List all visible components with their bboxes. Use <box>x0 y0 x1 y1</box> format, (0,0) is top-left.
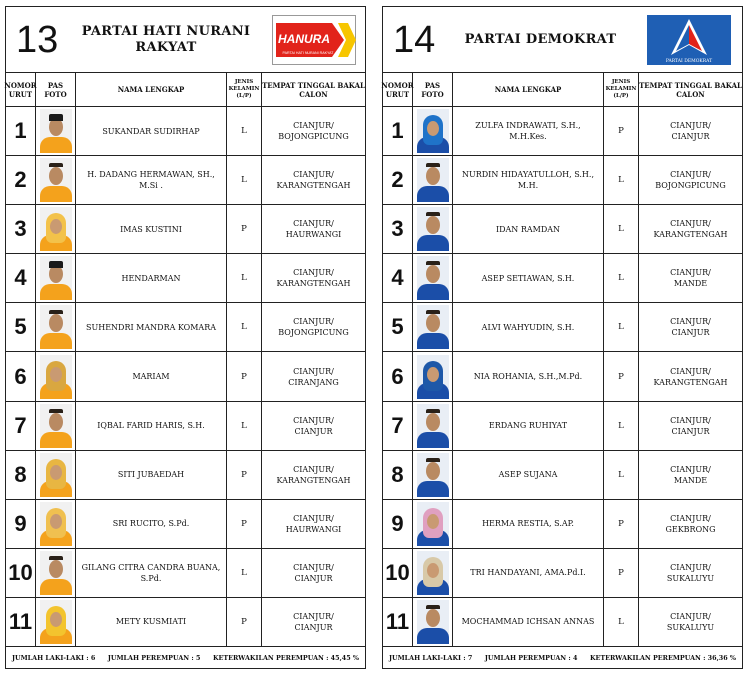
candidate-address <box>262 598 365 646</box>
candidate-gender: L <box>604 156 639 204</box>
table-header <box>6 73 365 107</box>
candidate-name: IMAS KUSTINI <box>76 205 227 253</box>
candidate-address <box>262 107 365 155</box>
address-district: KARANGTENGAH <box>276 279 351 289</box>
candidate-name: IQBAL FARID HARIS, S.H. <box>76 402 227 450</box>
address-district: SUKALUYU <box>666 622 715 632</box>
col-name: NAMA LENGKAP <box>453 73 604 106</box>
candidate-number: 9 <box>6 500 36 548</box>
candidate-name: ZULFA INDRAWATI, S.H., M.H.Kes. <box>453 107 604 155</box>
candidate-row <box>383 303 742 352</box>
candidate-gender: L <box>604 402 639 450</box>
candidate-name: ASEP SUJANA <box>453 451 604 499</box>
candidate-row <box>6 451 365 500</box>
address-district: KARANGTENGAH <box>276 181 351 191</box>
candidate-name: H. DADANG HERMAWAN, SH., M.Si . <box>76 156 227 204</box>
col-name: NAMA LENGKAP <box>76 73 227 106</box>
candidate-list <box>383 107 742 647</box>
candidate-address <box>639 107 742 155</box>
candidate-number: 9 <box>383 500 413 548</box>
candidate-number: 3 <box>6 205 36 253</box>
candidate-name: METY KUSMIATI <box>76 598 227 646</box>
address-district: KARANGTENGAH <box>653 230 728 240</box>
candidate-row <box>6 156 365 205</box>
candidate-name: NIA ROHANIA, S.H.,M.Pd. <box>453 352 604 400</box>
candidate-gender: P <box>604 352 639 400</box>
candidate-address <box>639 451 742 499</box>
candidate-photo <box>417 355 449 399</box>
party-header <box>383 7 742 73</box>
candidate-photo <box>417 502 449 546</box>
candidate-number: 10 <box>383 549 413 597</box>
candidate-gender: L <box>227 549 262 597</box>
candidate-photo-cell <box>413 549 453 597</box>
candidate-name: HERMA RESTIA, S.AP. <box>453 500 604 548</box>
address-city: CIANJUR/ <box>670 415 711 425</box>
party-number: 13 <box>16 19 59 61</box>
candidate-row <box>383 402 742 451</box>
address-city: CIANJUR/ <box>293 415 334 425</box>
candidate-number: 11 <box>6 598 36 646</box>
candidate-row <box>6 107 365 156</box>
candidate-address <box>639 500 742 548</box>
address-city: CIANJUR/ <box>670 366 711 376</box>
candidate-number: 6 <box>383 352 413 400</box>
candidate-photo-cell <box>36 205 76 253</box>
address-city: CIANJUR/ <box>293 170 334 180</box>
candidate-number: 2 <box>6 156 36 204</box>
candidate-photo-cell <box>36 303 76 351</box>
address-district: CIANJUR <box>294 426 333 436</box>
candidate-name: ASEP SETIAWAN, S.H. <box>453 254 604 302</box>
candidate-name: HENDARMAN <box>76 254 227 302</box>
col-no: NOMOR URUT <box>6 73 36 106</box>
candidate-photo <box>40 207 72 251</box>
candidate-gender: P <box>604 549 639 597</box>
candidate-name: MOCHAMMAD ICHSAN ANNAS <box>453 598 604 646</box>
candidate-photo-cell <box>36 549 76 597</box>
address-district: MANDE <box>673 475 708 485</box>
candidate-photo-cell <box>36 598 76 646</box>
candidate-number: 8 <box>6 451 36 499</box>
female-count: JUMLAH PEREMPUAN : 4 <box>484 653 578 662</box>
candidate-address <box>262 303 365 351</box>
party-name: PARTAI HATI NURANI RAKYAT <box>81 24 251 55</box>
candidate-photo-cell <box>413 107 453 155</box>
candidate-address <box>639 352 742 400</box>
col-address: TEMPAT TINGGAL BAKAL CALON <box>262 80 365 99</box>
candidate-address <box>262 500 365 548</box>
candidate-gender: P <box>227 205 262 253</box>
candidate-name: SITI JUBAEDAH <box>76 451 227 499</box>
address-city: CIANJUR/ <box>670 170 711 180</box>
address-district: CIANJUR <box>671 132 710 142</box>
address-city: CIANJUR/ <box>293 366 334 376</box>
candidate-photo <box>40 158 72 202</box>
candidate-gender: L <box>604 598 639 646</box>
address-city: CIANJUR/ <box>670 317 711 327</box>
candidate-row <box>6 549 365 598</box>
address-city: CIANJUR/ <box>670 464 711 474</box>
male-count: JUMLAH LAKI-LAKI : 7 <box>389 653 473 662</box>
address-district: CIANJUR <box>671 426 710 436</box>
candidate-address <box>639 402 742 450</box>
candidate-name: SUHENDRI MANDRA KOMARA <box>76 303 227 351</box>
address-district: KARANGTENGAH <box>276 475 351 485</box>
candidate-address <box>262 156 365 204</box>
candidate-photo <box>417 305 449 349</box>
candidate-photo-cell <box>413 303 453 351</box>
address-district: BOJONGPICUNG <box>278 132 349 142</box>
address-district: KARANGTENGAH <box>653 377 728 387</box>
address-city: CIANJUR/ <box>293 219 334 229</box>
candidate-number: 1 <box>6 107 36 155</box>
candidate-row <box>383 451 742 500</box>
address-city: CIANJUR/ <box>670 513 711 523</box>
candidate-name: NURDIN HIDAYATULLOH, S.H., M.H. <box>453 156 604 204</box>
candidate-address <box>639 254 742 302</box>
address-district: CIANJUR <box>294 573 333 583</box>
candidate-photo <box>417 207 449 251</box>
candidate-row <box>6 500 365 549</box>
col-foto: PAS FOTO <box>36 73 76 106</box>
candidate-number: 3 <box>383 205 413 253</box>
candidate-photo <box>417 404 449 448</box>
address-city: CIANJUR/ <box>293 513 334 523</box>
candidate-photo <box>40 109 72 153</box>
candidate-photo <box>417 256 449 300</box>
candidate-photo <box>417 453 449 497</box>
address-district: CIANJUR <box>671 328 710 338</box>
candidate-photo <box>417 158 449 202</box>
candidate-gender: L <box>604 205 639 253</box>
candidate-address <box>262 254 365 302</box>
address-city: CIANJUR/ <box>293 464 334 474</box>
party-panel-demokrat <box>382 6 743 669</box>
female-count: JUMLAH PEREMPUAN : 5 <box>107 653 201 662</box>
candidate-row <box>383 352 742 401</box>
candidate-address <box>639 303 742 351</box>
candidate-photo-cell <box>413 598 453 646</box>
candidate-gender: P <box>227 598 262 646</box>
address-district: HAURWANGI <box>285 524 342 534</box>
address-district: BOJONGPICUNG <box>278 328 349 338</box>
candidate-row <box>383 598 742 647</box>
address-city: CIANJUR/ <box>670 611 711 621</box>
candidate-gender: L <box>227 156 262 204</box>
candidate-address <box>639 549 742 597</box>
candidate-name: SUKANDAR SUDIRHAP <box>76 107 227 155</box>
party-panel-hanura <box>5 6 366 669</box>
party-number: 14 <box>393 19 436 61</box>
candidate-row <box>383 107 742 156</box>
candidate-address <box>639 205 742 253</box>
candidate-number: 4 <box>383 254 413 302</box>
candidate-row <box>6 254 365 303</box>
candidate-name: ERDANG RUHIYAT <box>453 402 604 450</box>
candidate-row <box>383 156 742 205</box>
candidate-photo-cell <box>36 107 76 155</box>
candidate-gender: L <box>604 451 639 499</box>
candidate-photo <box>40 305 72 349</box>
candidate-gender: L <box>227 402 262 450</box>
party-footer <box>383 647 742 668</box>
candidate-row <box>383 205 742 254</box>
col-gender: JENIS KELAMIN (L/P) <box>604 73 639 106</box>
candidate-photo <box>417 551 449 595</box>
demokrat-logo-text: PARTAI DEMOKRAT <box>665 59 713 64</box>
candidate-photo-cell <box>36 451 76 499</box>
candidate-number: 8 <box>383 451 413 499</box>
candidate-row <box>383 549 742 598</box>
col-gender: JENIS KELAMIN (L/P) <box>227 73 262 106</box>
candidate-number: 1 <box>383 107 413 155</box>
candidate-photo <box>417 109 449 153</box>
candidate-photo-cell <box>413 205 453 253</box>
candidate-number: 6 <box>6 352 36 400</box>
address-district: CIRANJANG <box>288 377 339 387</box>
address-city: CIANJUR/ <box>670 219 711 229</box>
address-city: CIANJUR/ <box>670 121 711 131</box>
col-foto: PAS FOTO <box>413 73 453 106</box>
candidate-name: SRI RUCITO, S.Pd. <box>76 500 227 548</box>
party-footer <box>6 647 365 668</box>
candidate-number: 11 <box>383 598 413 646</box>
candidate-address <box>262 352 365 400</box>
candidate-number: 4 <box>6 254 36 302</box>
candidate-number: 7 <box>383 402 413 450</box>
candidate-photo-cell <box>413 254 453 302</box>
candidate-gender: L <box>227 254 262 302</box>
candidate-name: MARIAM <box>76 352 227 400</box>
candidate-photo <box>40 355 72 399</box>
candidate-number: 7 <box>6 402 36 450</box>
party-name: PARTAI DEMOKRAT <box>464 32 617 47</box>
candidate-address <box>262 205 365 253</box>
female-representation: KETERWAKILAN PEREMPUAN : 45,45 % <box>212 653 359 662</box>
table-header <box>383 73 742 107</box>
candidate-row <box>6 205 365 254</box>
candidate-name: IDAN RAMDAN <box>453 205 604 253</box>
party-header <box>6 7 365 73</box>
female-representation: KETERWAKILAN PEREMPUAN : 36,36 % <box>589 653 736 662</box>
candidate-photo <box>40 600 72 644</box>
candidate-number: 10 <box>6 549 36 597</box>
candidate-photo-cell <box>413 156 453 204</box>
candidate-photo-cell <box>36 352 76 400</box>
candidate-photo <box>417 600 449 644</box>
candidate-gender: P <box>227 352 262 400</box>
address-district: MANDE <box>673 279 708 289</box>
candidate-photo-cell <box>413 402 453 450</box>
address-city: CIANJUR/ <box>670 562 711 572</box>
address-district: SUKALUYU <box>666 573 715 583</box>
address-city: CIANJUR/ <box>293 121 334 131</box>
candidate-number: 5 <box>383 303 413 351</box>
address-city: CIANJUR/ <box>293 317 334 327</box>
candidate-row <box>6 352 365 401</box>
candidate-photo <box>40 453 72 497</box>
candidate-photo <box>40 502 72 546</box>
address-district: GEKBRONG <box>665 524 716 534</box>
hanura-logo-text: HANURA <box>278 32 330 46</box>
candidate-number: 2 <box>383 156 413 204</box>
candidate-photo-cell <box>36 254 76 302</box>
candidate-gender: P <box>604 500 639 548</box>
candidate-photo-cell <box>36 402 76 450</box>
candidate-gender: L <box>604 254 639 302</box>
candidate-list <box>6 107 365 647</box>
candidate-photo-cell <box>413 500 453 548</box>
col-address: TEMPAT TINGGAL BAKAL CALON <box>639 80 742 99</box>
address-city: CIANJUR/ <box>293 268 334 278</box>
candidate-name: ALVI WAHYUDIN, S.H. <box>453 303 604 351</box>
demokrat-logo <box>647 15 731 65</box>
candidate-row <box>6 598 365 647</box>
candidate-gender: P <box>227 451 262 499</box>
hanura-logo-subtext: PARTAI HATI NURANI RAKYAT <box>282 51 334 55</box>
candidate-gender: L <box>604 303 639 351</box>
hanura-logo <box>272 15 356 65</box>
address-city: CIANJUR/ <box>670 268 711 278</box>
candidate-gender: P <box>604 107 639 155</box>
candidate-address <box>262 451 365 499</box>
candidate-row <box>6 402 365 451</box>
candidate-address <box>262 402 365 450</box>
male-count: JUMLAH LAKI-LAKI : 6 <box>12 653 96 662</box>
col-no: NOMOR URUT <box>383 73 413 106</box>
candidate-address <box>639 156 742 204</box>
candidate-photo <box>40 551 72 595</box>
address-district: CIANJUR <box>294 622 333 632</box>
candidate-photo <box>40 256 72 300</box>
candidate-row <box>6 303 365 352</box>
address-district: HAURWANGI <box>285 230 342 240</box>
candidate-gender: L <box>227 107 262 155</box>
candidate-photo-cell <box>36 156 76 204</box>
candidate-address <box>639 598 742 646</box>
candidate-gender: L <box>227 303 262 351</box>
candidate-row <box>383 254 742 303</box>
candidate-photo-cell <box>413 352 453 400</box>
candidate-name: GILANG CITRA CANDRA BUANA, S.Pd. <box>76 549 227 597</box>
candidate-photo-cell <box>36 500 76 548</box>
candidate-number: 5 <box>6 303 36 351</box>
address-city: CIANJUR/ <box>293 562 334 572</box>
candidate-address <box>262 549 365 597</box>
candidate-name: TRI HANDAYANI, AMA.Pd.I. <box>453 549 604 597</box>
candidate-row <box>383 500 742 549</box>
candidate-gender: P <box>227 500 262 548</box>
candidate-photo-cell <box>413 451 453 499</box>
address-district: BOJONGPICUNG <box>655 181 726 191</box>
candidate-photo <box>40 404 72 448</box>
address-city: CIANJUR/ <box>293 611 334 621</box>
